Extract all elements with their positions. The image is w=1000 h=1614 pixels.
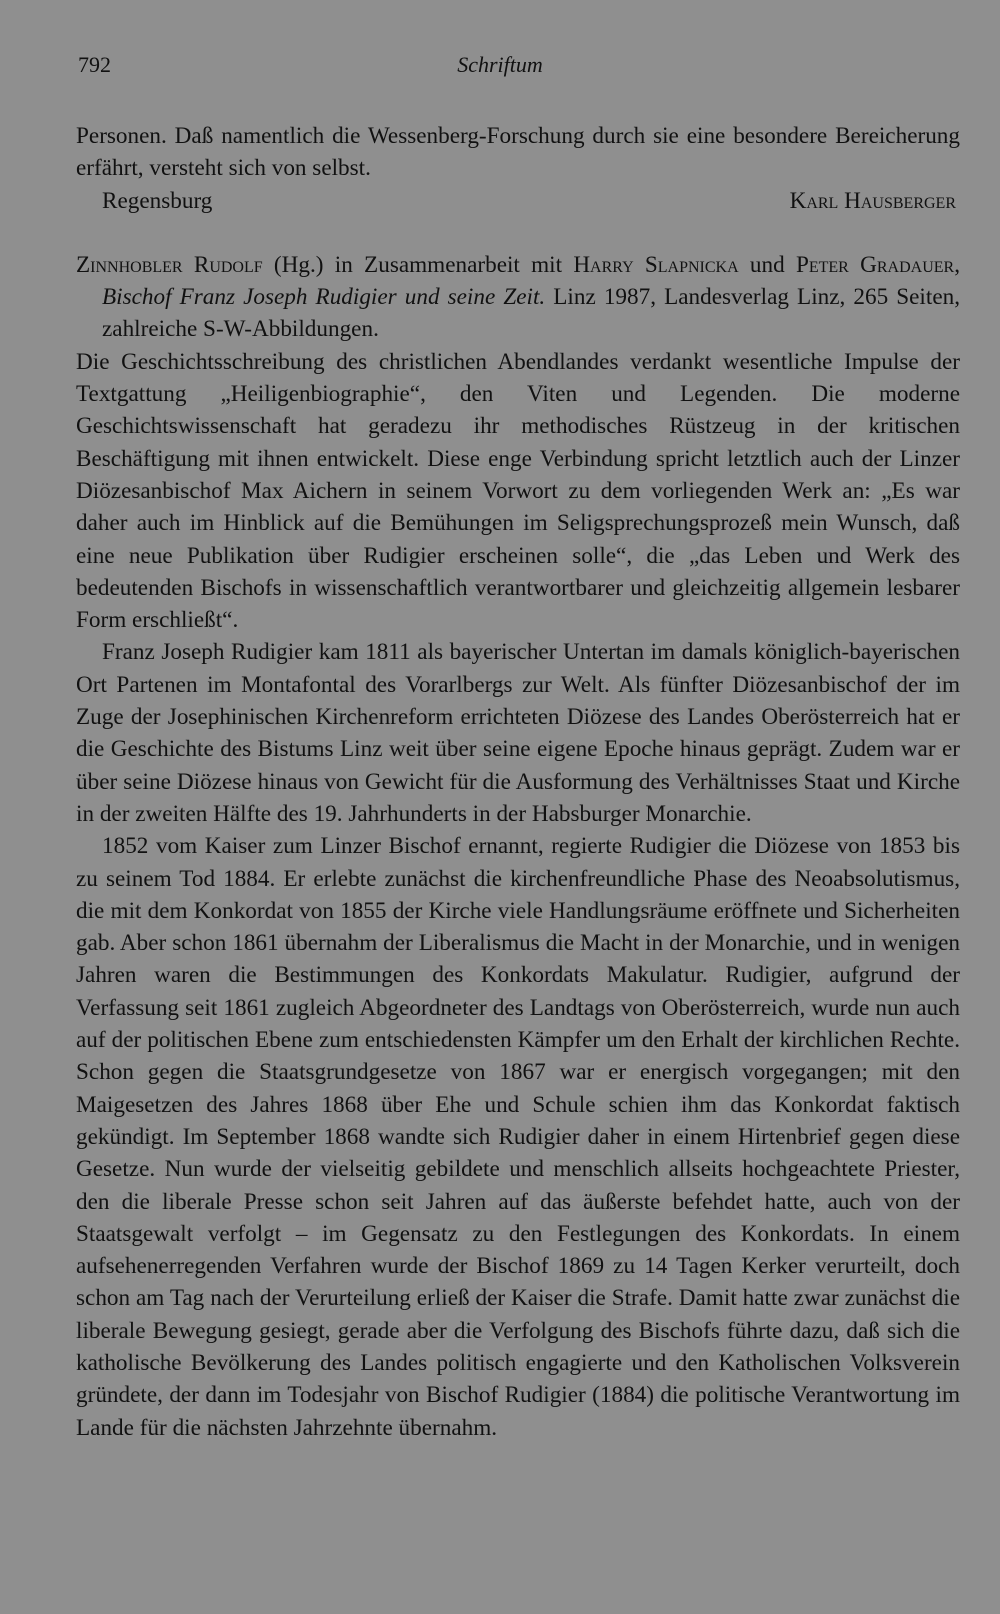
bibliographic-entry bbox=[76, 249, 960, 346]
review-paragraph: Franz Joseph Rudigier kam 1811 als bayerischer Untertan im damals königlich-bayerischen Ort Partenen im Montafontal des Vorarlbergs zur Welt. Als fünfter Diözesanbischof der im Zuge der Josephinischen Kirchenreform errichteten Diözese des Landes Oberösterreich hat er die Geschichte des Bistums Linz weit über seine eigene Epoche hinaus geprägt. Zudem war er über seine Diözese hinaus von Gewicht für die Ausformung des Verhältnisses Staat und Kirche in der zweiten Hälfte des 19. Jahrhunderts in der Habsburger Monarchie. bbox=[76, 639, 960, 827]
editor-role: (Hg.) in Zusammenarbeit mit bbox=[262, 251, 574, 278]
book-title: Bischof Franz Joseph Rudigier und seine Zeit. bbox=[102, 284, 546, 311]
page-header bbox=[78, 52, 922, 82]
review-paragraph: 1852 vom Kaiser zum Linzer Bischof ernannt, regierte Rudigier die Diözese von 1853 bis zu seinem Tod 1884. Er erlebte zunächst die kirchenfreundliche Phase des Neoabsolutismus, die mit dem Konkordat von 1855 der Kirche viele Handlungsräume eröffnete und Sicherheiten gab. Aber schon 1861 übernahm der Liberalismus die Macht in der Monarchie, und in wenigen Jahren waren die Bestimmungen des Konkordats Makulatur. Rudigier, aufgrund der Verfassung seit 1861 zugleich Abgeordneter des Landtags von Oberösterreich, wurde nun auch auf der politischen Ebene zum entschiedensten Kämpfer um den Erhalt der kirchlichen Rechte. Schon gegen die Staatsgrundgesetze von 1867 war er energisch vorgegangen; mit den Maigesetzen des Jahres 1868 über Ehe und Schule schien ihm das Konkordat faktisch gekündigt. Im September 1868 wandte sich Rudigier daher in einem Hirtenbrief gegen diese Gesetze. Nun wurde der vielseitig gebildete und menschlich allseits hochgeachtete Priester, den die liberale Presse schon seit Jahren auf das äußerste befehdet hatte, auch von der Staatsgewalt verfolgt – im Gegensatz zu den Festlegungen des Konkordats. In einem aufsehenerregenden Verfahren wurde der Bischof 1869 zu 14 Tagen Kerker verurteilt, doch schon am Tag nach der Verurteilung erließ der Kaiser die Strafe. Damit hatte zwar zunächst die liberale Bewegung gesiegt, gerade aber die Verfolgung des Bischofs führte dazu, daß sich die katholische Bevölkerung des Landes politisch engagierte und den Katholischen Volksverein gründete, der dann im Todesjahr von Bischof Rudigier (1884) die politische Verantwortung im Lande für die nächsten Jahrzehnte übernahm. bbox=[76, 833, 960, 1441]
title-separator: , bbox=[954, 251, 960, 278]
signature-author: Karl Hausberger bbox=[789, 187, 956, 214]
author-connector: und bbox=[738, 251, 796, 278]
coauthor-2: Peter Gradauer bbox=[795, 251, 955, 278]
page-number: 792 bbox=[78, 52, 111, 77]
running-title: Schriftum bbox=[457, 52, 543, 77]
coauthor-1: Harry Slapnicka bbox=[573, 251, 739, 278]
review-paragraph: Die Geschichtsschreibung des christlichen Abendlandes verdankt wesentliche Impulse der Textgattung „Heiligenbiographie“, den Viten und Legenden. Die moderne Geschichtswissenschaft hat geradezu ihr methodisches Rüstzeug in der kritischen Beschäftigung mit ihnen entwickelt. Diese enge Verbindung spricht letztlich auch der Linzer Diözesanbischof Max Aichern in seinem Vorwort zu dem vorliegenden Werk an: „Es war daher auch im Hinblick auf die Bemühungen im Seligsprechungsprozeß mein Wunsch, daß eine neue Publikation über Rudigier erscheinen solle“, die „das Leben und Werk des bedeutenden Bischofs in wissenschaftlich verantwortbarer und gleichzeitig allgemein lesbarer Form erschließt“. bbox=[76, 348, 960, 634]
previous-review-tail: Personen. Daß namentlich die Wessenberg-Forschung durch sie eine besondere Bereicherung erfährt, versteht sich von selbst. bbox=[76, 123, 960, 182]
section-spacer bbox=[76, 217, 960, 249]
page-body bbox=[76, 120, 960, 1444]
signature-place: Regensburg bbox=[102, 187, 213, 214]
previous-review-signature bbox=[76, 185, 960, 217]
publication-details: Linz 1987, Landesverlag Linz, 265 Seiten, zahlreiche S-W-Abbildungen. bbox=[102, 284, 960, 343]
editor-name: Zinnhobler Rudolf bbox=[76, 251, 263, 278]
